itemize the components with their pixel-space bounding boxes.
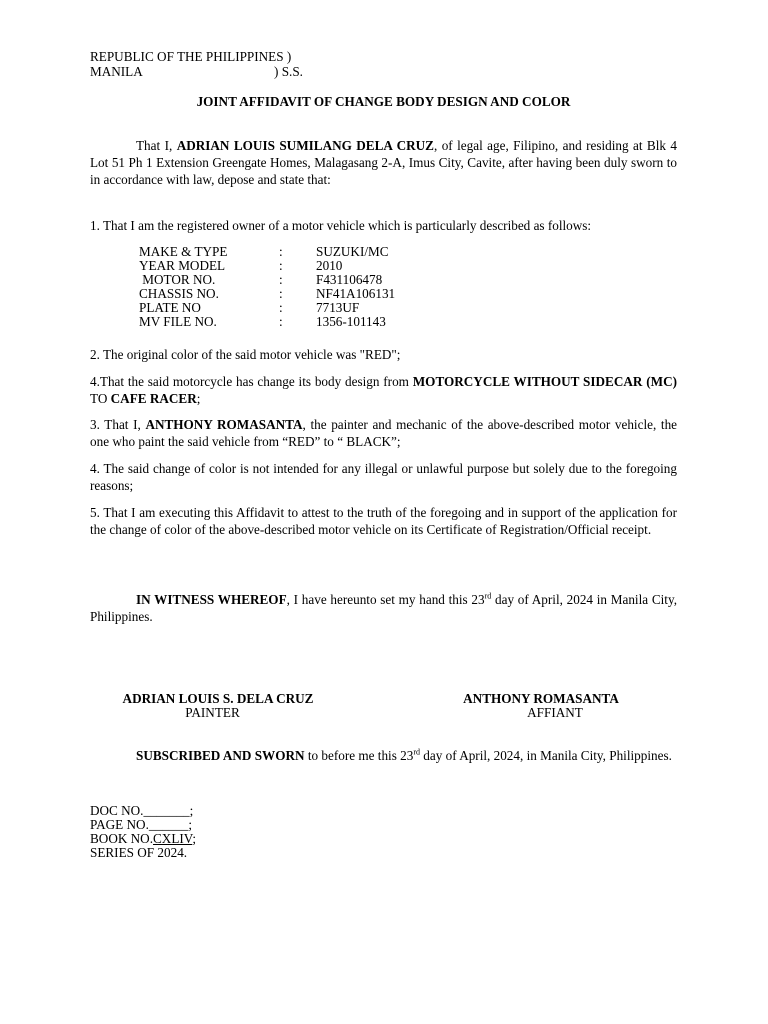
- jurat-text-2: day of April, 2024, in Manila City, Philippines.: [420, 748, 672, 763]
- intro-paragraph: [90, 137, 677, 188]
- witness-heading: IN WITNESS WHEREOF: [136, 592, 287, 607]
- intro-text-2: , of legal age, Filipino, and residing at Blk 4 Lot 51 Ph 1 Extension Greengate Homes, Malagasang 2-A, Imus City, Cavite, after having been duly sworn to in accordance with law, depose and state that:: [90, 138, 678, 187]
- spec-value: 7713UF: [316, 300, 360, 315]
- spec-label: YEAR MODEL: [139, 258, 226, 273]
- venue-line-republic: REPUBLIC OF THE PHILIPPINES ): [90, 49, 292, 64]
- book-value: CXLIV: [153, 831, 193, 846]
- spec-value: 1356-101143: [316, 314, 386, 329]
- item-4a-text-3: ;: [196, 391, 201, 406]
- book-suffix: ;: [192, 831, 196, 846]
- spec-value: NF41A106131: [316, 286, 396, 301]
- signatory-left-role: PAINTER: [185, 705, 240, 720]
- item-4a-text-1: 4.That the said motorcycle has change its body design from: [90, 374, 413, 389]
- spec-colon: :: [279, 300, 283, 315]
- jurat-text-1: to before me this 23: [304, 748, 414, 763]
- series-year: SERIES OF 2024.: [90, 845, 188, 860]
- item-2: 2. The original color of the said motor vehicle was "RED";: [90, 347, 401, 362]
- painter-name: ANTHONY ROMASANTA: [145, 417, 303, 432]
- new-design: CAFE RACER: [110, 391, 197, 406]
- item-3-text-2: , the painter and mechanic of the above-described motor vehicle, the one who paint the said vehicle from “RED” to “ BLACK”;: [90, 417, 678, 449]
- venue-line-manila: MANILA: [90, 64, 143, 79]
- item-4-body-design: [90, 373, 677, 407]
- witness-clause: [90, 591, 677, 625]
- jurat: [90, 748, 677, 763]
- spec-label: PLATE NO: [139, 300, 201, 315]
- spec-colon: :: [279, 314, 283, 329]
- affiant-name: ADRIAN LOUIS SUMILANG DELA CRUZ: [176, 138, 434, 153]
- spec-colon: :: [279, 258, 283, 273]
- witness-text-1: , I have hereunto set my hand this 23: [286, 592, 485, 607]
- spec-label: MV FILE NO.: [139, 314, 217, 329]
- signatory-right-name: ANTHONY ROMASANTA: [463, 691, 619, 706]
- jurat-ordinal: rd: [413, 747, 420, 757]
- signatory-right-role: AFFIANT: [527, 705, 583, 720]
- witness-text-2: day of April, 2024 in Manila City, Philippines.: [90, 592, 677, 624]
- spec-label: MAKE & TYPE: [139, 244, 228, 259]
- book-prefix: BOOK NO.: [90, 831, 154, 846]
- item-1: 1. That I am the registered owner of a motor vehicle which is particularly described as follows:: [90, 218, 592, 233]
- spec-value: F431106478: [316, 272, 383, 287]
- signatory-left-name: ADRIAN LOUIS S. DELA CRUZ: [122, 691, 314, 706]
- original-design: MOTORCYCLE WITHOUT SIDECAR (MC): [412, 374, 677, 389]
- spec-label: CHASSIS NO.: [139, 286, 219, 301]
- spec-value: 2010: [316, 258, 343, 273]
- spec-colon: :: [279, 272, 283, 287]
- item-3-text-1: 3. That I,: [90, 417, 146, 432]
- page-number: PAGE NO.______;: [90, 817, 193, 832]
- book-number: [90, 832, 196, 846]
- intro-text-1: That I,: [136, 138, 177, 153]
- item-4-purpose: 4. The said change of color is not intended for any illegal or unlawful purpose but solely due to the foregoing reasons;: [90, 461, 677, 493]
- venue-ss: ) S.S.: [274, 64, 303, 79]
- doc-number: DOC NO._______;: [90, 803, 194, 818]
- document-title: JOINT AFFIDAVIT OF CHANGE BODY DESIGN AND COLOR: [196, 94, 571, 109]
- witness-ordinal: rd: [484, 591, 492, 601]
- jurat-heading: SUBSCRIBED AND SWORN: [136, 748, 305, 763]
- item-4a-text-2: TO: [90, 391, 111, 406]
- spec-label: MOTOR NO.: [139, 272, 216, 287]
- item-5: 5. That I am executing this Affidavit to attest to the truth of the foregoing and in support of the application for the change of color of the above-described motor vehicle on its Certificate of Registration/Official receipt.: [90, 505, 677, 537]
- spec-value: SUZUKI/MC: [316, 244, 389, 259]
- spec-colon: :: [279, 286, 283, 301]
- item-3: [90, 416, 677, 450]
- spec-colon: :: [279, 244, 283, 259]
